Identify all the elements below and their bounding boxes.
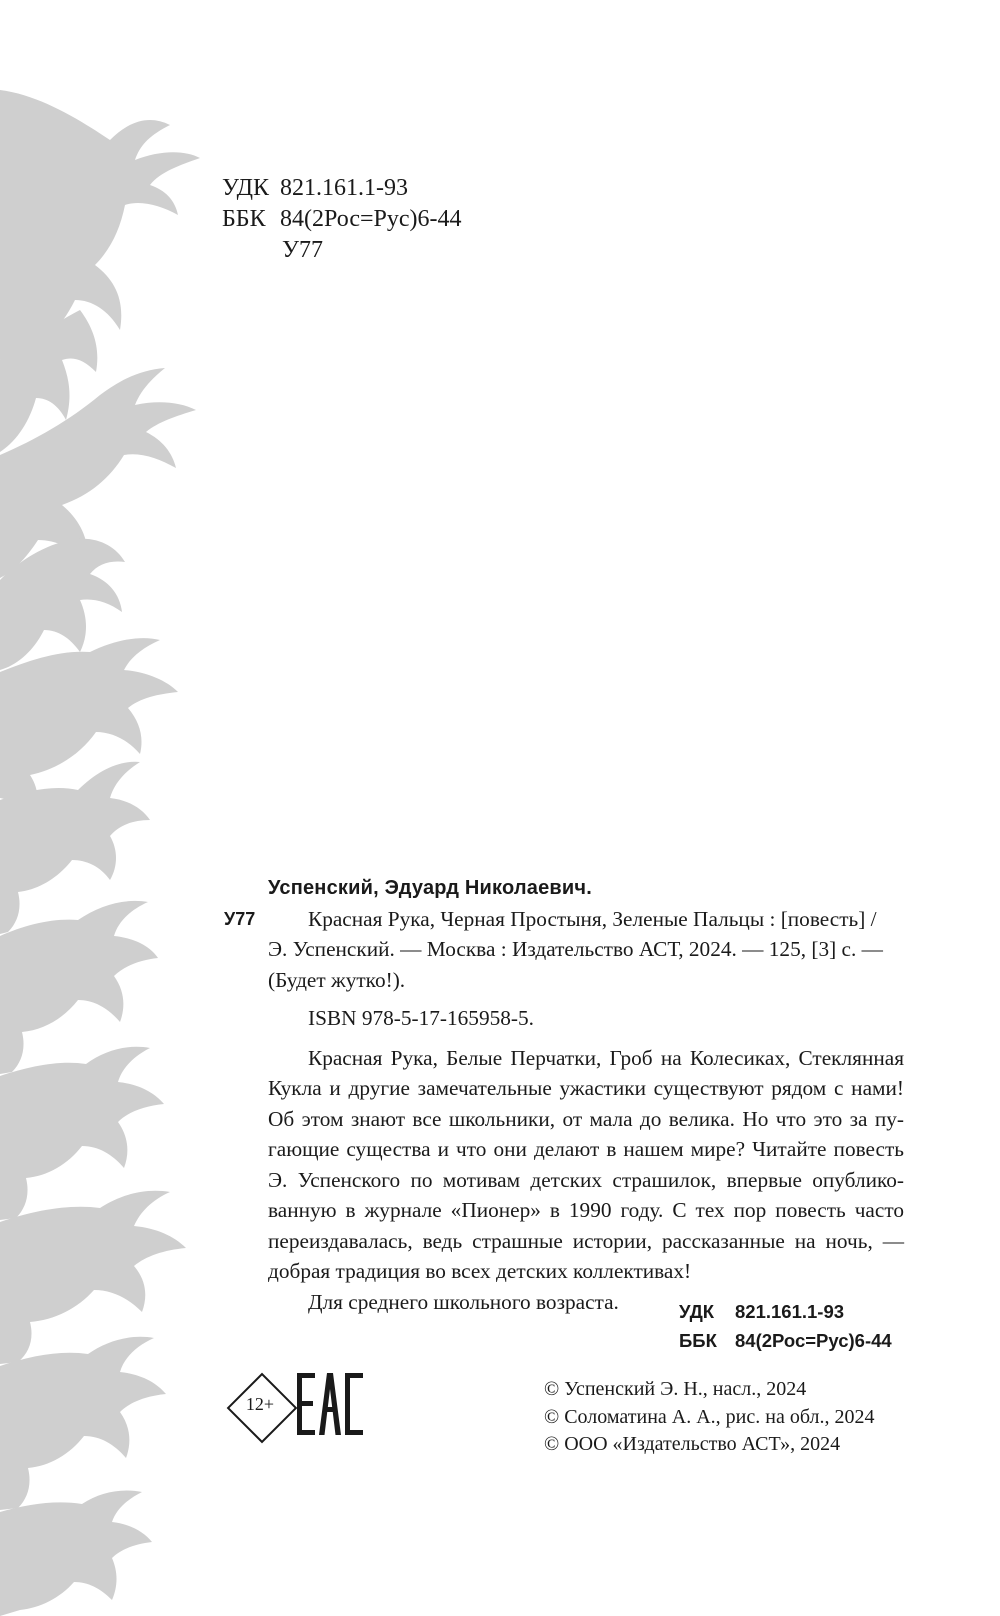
bottom-classification [679, 1297, 892, 1355]
bbk-value: 84(2Рос=Рус)6-44 [280, 206, 462, 232]
bottom-bbk-label: ББК [679, 1330, 717, 1351]
title-line-2: Э. Успенский. — Москва : Издательство АСТ, 2024. — 125, [3] с. — [268, 937, 883, 961]
bottom-bbk-value: 84(2Рос=Рус)6-44 [735, 1330, 892, 1351]
title-line-3: (Будет жутко!). [268, 967, 406, 992]
annotation-line-1: Красная Рука, Белые Перчатки, Гроб на Колесиках, Стеклянная [308, 1045, 904, 1070]
bottom-udk-row [679, 1297, 892, 1326]
audience-note: Для среднего школьного возраста. [308, 1289, 619, 1314]
bottom-udk-label: УДК [679, 1301, 715, 1322]
copyright-line-2: © Соломатина А. А., рис. на обл., 2024 [544, 1405, 875, 1428]
copyright-block [544, 1376, 874, 1459]
udk-row [222, 173, 462, 204]
bibliographic-entry [224, 873, 904, 1317]
annotation-line-2: Кукла и другие замечательные ужастики существуют рядом с нами! [268, 1076, 904, 1100]
udk-label: УДК [222, 175, 269, 201]
copyright-line-1: © Успенский Э. Н., насл., 2024 [544, 1378, 807, 1400]
age-rating-label: 12+ [245, 1394, 275, 1414]
annotation-line-3: Об этом знают все школьники, от мала до велика. Но что это за пу- [268, 1106, 904, 1131]
bottom-udk-value: 821.161.1-93 [735, 1301, 845, 1322]
entry-author: Успенский, Эдуард Николаевич. [268, 877, 592, 899]
title-line-1: Красная Рука, Черная Простыня, Зеленые Пальцы : [повесть] / [308, 906, 877, 931]
eac-mark-icon [297, 1373, 363, 1435]
entry-author-code: У77 [224, 908, 256, 929]
annotation-line-8: добрая традиция во всех детских коллективах! [268, 1259, 692, 1283]
annotation-line-5: Э. Успенского по мотивам детских страшилок, впервые опублико- [268, 1167, 904, 1192]
classification-block [222, 173, 462, 266]
annotation-line-7: переиздавалась, ведь страшные истории, рассказанные на ночь, — [268, 1228, 904, 1253]
isbn: ISBN 978-5-17-165958-5. [308, 1006, 534, 1030]
age-rating-badge [227, 1373, 293, 1439]
annotation [268, 1043, 904, 1287]
decorative-hands-illustration [0, 0, 210, 1616]
udk-value: 821.161.1-93 [280, 175, 408, 201]
annotation-line-4: гающие существа и что они делают в нашем мире? Читайте повесть [268, 1137, 904, 1161]
bbk-label: ББК [222, 206, 266, 232]
copyright-line-3: © ООО «Издательство АСТ», 2024 [544, 1433, 841, 1455]
entry-title-block [224, 904, 904, 935]
bottom-bbk-row [679, 1326, 892, 1355]
author-code: У77 [282, 237, 323, 263]
annotation-line-6: ванную в журнале «Пионер» в 1990 году. С тех пор повесть часто [268, 1198, 904, 1222]
bbk-row [222, 204, 462, 235]
